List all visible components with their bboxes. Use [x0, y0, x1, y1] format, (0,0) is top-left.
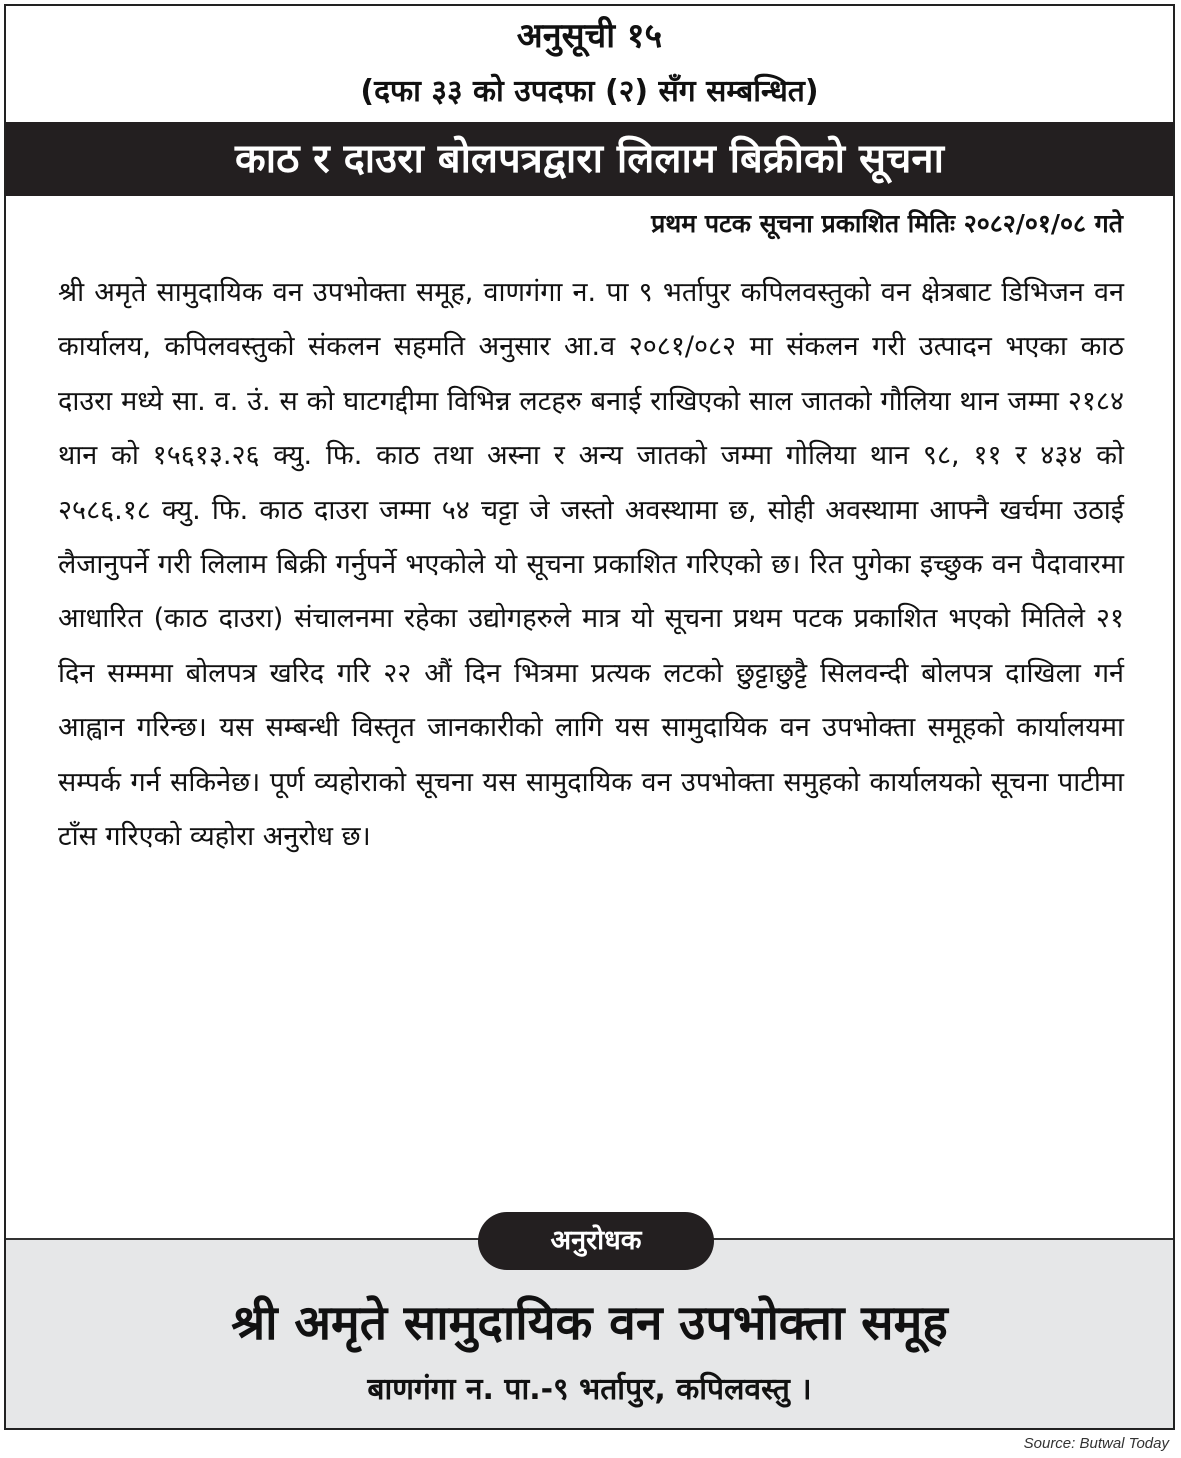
schedule-reference: (दफा ३३ को उपदफा (२) सँग सम्बन्धित)	[360, 74, 819, 109]
publish-date-line: प्रथम पटक सूचना प्रकाशित मितिः २०८२/०१/०८ गते	[651, 209, 1123, 238]
requester-badge: अनुरोधक	[478, 1212, 714, 1270]
notice-frame	[4, 4, 1175, 1430]
schedule-title: अनुसूची १५	[516, 16, 663, 56]
organization-name: श्री अमृते सामुदायिक वन उपभोक्ता समूह	[231, 1295, 948, 1351]
notice-headline: काठ र दाउरा बोलपत्रद्वारा लिलाम बिक्रीको सूचना	[6, 122, 1173, 196]
source-credit: Source: Butwal Today	[1023, 1435, 1169, 1452]
organization-address: बाणगंगा न. पा.-९ भर्तापुर, कपिलवस्तु ।	[367, 1372, 812, 1407]
notice-body-paragraph: श्री अमृते सामुदायिक वन उपभोक्ता समूह, वाणगंगा न. पा ९ भर्तापुर कपिलवस्तुको वन क्षेत्रबाट डिभिजन वन कार्यालय, कपिलवस्तुको संकलन सहमति अनुसार आ.व २०८१/०८२ मा संकलन गरी उत्पादन भएका काठ दाउरा मध्ये सा. व. उं. स को घाटगद्दीमा विभिन्न लटहरु बनाई राखिएको साल जातको गौलिया थान जम्मा २१८४ थान को १५६१३.२६ क्यु. फि. काठ तथा अस्ना र अन्य जातको जम्मा गोलिया थान ९८, ११ र ४३४ को २५८६.१८ क्यु. फि. काठ दाउरा जम्मा ५४ चट्टा जे जस्तो अवस्थामा छ, सोही अवस्थामा आफ्नै खर्चमा उठाई लैजानुपर्ने गरी लिलाम बिक्री गर्नुपर्ने भएकोले यो सूचना प्रकाशित गरिएको छ। रित पुगेका इच्छुक वन पैदावारमा आधारित (काठ दाउरा) संचालनमा रहेका उद्योगहरुले मात्र यो सूचना प्रथम पटक प्रकाशित भएको मितिले २१ दिन सम्ममा बोलपत्र खरिद गरि २२ औं दिन भित्रमा प्रत्यक लटको छुट्टाछुट्टै सिलवन्दी बोलपत्र दाखिला गर्न आह्वान गरिन्छ। यस सम्बन्धी विस्तृत जानकारीको लागि यस सामुदायिक वन उपभोक्ता समूहको कार्यालयमा सम्पर्क गर्न सकिनेछ। पूर्ण व्यहोराको सूचना यस सामुदायिक वन उपभोक्ता समुहको कार्यालयको सूचना पाटीमा टाँस गरिएको व्यहोरा अनुरोध छ।	[58, 277, 1124, 853]
